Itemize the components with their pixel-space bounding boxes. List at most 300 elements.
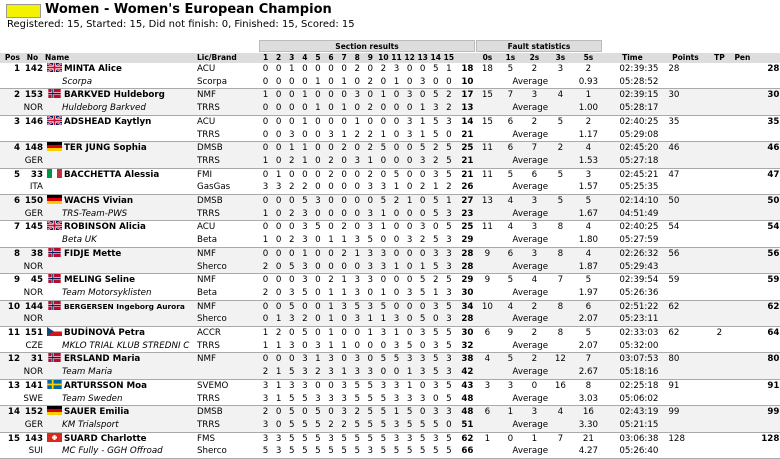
section-score: 0	[315, 275, 321, 286]
section-score: 5	[259, 445, 272, 458]
final-result: 47	[767, 169, 780, 180]
section-score: 5	[377, 419, 390, 432]
ride-time: 02:45:21	[619, 169, 659, 180]
section-score: 3	[416, 393, 429, 406]
section-score: 0	[338, 353, 351, 366]
fault-1s: 6	[498, 247, 522, 260]
fault-5s: 1	[574, 89, 602, 102]
section-score: 5	[285, 393, 298, 406]
section-score: 1	[403, 366, 416, 379]
rider-pos: 2	[0, 89, 20, 102]
col-name: Name	[45, 53, 197, 63]
section-score: 1	[377, 313, 390, 326]
section-score: 5	[390, 353, 403, 366]
rider-row	[0, 353, 780, 366]
rider-name: ROBINSON Alicia	[64, 222, 146, 233]
section-score: 3	[364, 181, 377, 194]
section-score: 0	[328, 116, 334, 127]
section-score: 0	[354, 222, 360, 233]
section-score: 5	[433, 116, 439, 127]
fault-2s: 6	[531, 169, 538, 180]
rider-pos: 11	[7, 328, 20, 339]
section-score: 2	[433, 275, 439, 286]
points: 50	[662, 195, 708, 208]
section-score: 0	[390, 142, 403, 155]
total-time: 05:26:40	[602, 445, 662, 458]
rider-brand: TRRS	[197, 129, 259, 142]
section-score: 3	[393, 64, 400, 74]
section-score: 0	[259, 353, 272, 366]
section-score: 1	[416, 129, 429, 142]
rider-licence: ACU	[197, 222, 216, 233]
rider-team	[45, 313, 197, 326]
section-score: 3	[351, 353, 364, 366]
section-score: 3	[416, 76, 429, 89]
average-label: Average	[498, 445, 574, 458]
fault-2s: 4	[531, 275, 538, 286]
section-score: 3	[390, 313, 403, 326]
rider-brand: Beta	[197, 287, 259, 300]
section-score: 3	[351, 89, 364, 102]
section-score: 0	[259, 247, 272, 260]
penalty	[730, 353, 754, 366]
section-score: 0	[324, 195, 337, 208]
section-score: 5	[377, 445, 390, 458]
rider-team: Team Motorsyklisten	[45, 287, 197, 300]
section-score: 3	[328, 433, 334, 444]
fault-5s: 4	[585, 222, 592, 233]
section-score: 3	[442, 261, 455, 274]
average-label: Average	[498, 76, 574, 89]
section-score: 3	[429, 300, 442, 313]
total-time: 05:29:08	[602, 129, 662, 142]
section-score: 0	[377, 102, 390, 115]
average-value: 1.80	[574, 234, 602, 247]
section-score: 5	[367, 433, 374, 444]
section-score: 3	[298, 208, 311, 221]
section-score: 5	[351, 393, 364, 406]
penalty	[730, 379, 754, 392]
lap2-total: 30	[455, 287, 476, 300]
section-score: 5	[351, 445, 364, 458]
rider-name-cell	[45, 327, 197, 340]
section-score: 0	[390, 247, 403, 260]
lap1-total: 14	[461, 116, 474, 127]
section-score: 3	[302, 222, 308, 233]
lap1-total: 48	[455, 406, 476, 419]
lap2-total: 42	[455, 366, 476, 379]
section-score: 0	[285, 353, 298, 366]
section-score: 3	[275, 433, 282, 444]
rider-pos: 13	[7, 380, 20, 391]
section-score: 5	[354, 380, 360, 391]
rider-name-cell	[45, 300, 197, 313]
lap1-total: 29	[461, 275, 474, 286]
section-score: 1	[416, 102, 429, 115]
section-score: 2	[364, 142, 377, 155]
section-score: 0	[416, 340, 429, 353]
section-score: 0	[338, 261, 351, 274]
ride-time: 02:40:25	[619, 116, 659, 127]
points: 28	[668, 64, 680, 74]
final-result: 128	[761, 433, 780, 444]
fault-3s: 8	[546, 247, 574, 260]
section-score: 0	[403, 208, 416, 221]
section-score: 5	[311, 406, 324, 419]
rider-name-cell	[45, 247, 197, 260]
section-score: 0	[328, 380, 334, 391]
section-score: 5	[367, 380, 374, 391]
section-score: 5	[377, 353, 390, 366]
points: 128	[668, 433, 685, 444]
col-lap-1: 1	[259, 53, 272, 63]
fault-2s: 3	[522, 195, 546, 208]
rider-row	[0, 63, 780, 76]
rider-name: TER JUNG Sophia	[64, 143, 147, 154]
section-score: 3	[393, 433, 400, 444]
rider-brand: Beta	[197, 234, 259, 247]
fault-5s: 3	[585, 169, 592, 180]
section-score: 3	[419, 222, 426, 233]
section-score: 5	[429, 353, 442, 366]
average-label: Average	[498, 129, 574, 142]
rider-pos: 12	[0, 353, 20, 366]
section-score: 1	[446, 64, 452, 74]
section-score: 0	[272, 129, 285, 142]
section-score: 3	[406, 433, 413, 444]
section-score: 0	[442, 129, 455, 142]
section-score: 5	[354, 433, 360, 444]
section-score: 0	[390, 234, 403, 247]
col-lap-10: 10	[378, 53, 389, 62]
gbr-flag-icon	[47, 222, 64, 232]
col-lap-14: 14	[430, 53, 441, 62]
section-score: 5	[416, 313, 429, 326]
section-score: 0	[403, 247, 416, 260]
section-score: 0	[315, 169, 321, 180]
section-score: 5	[298, 419, 311, 432]
points: 35	[668, 116, 680, 127]
fault-2s: 2	[522, 300, 546, 313]
section-score: 2	[328, 169, 334, 180]
points: 62	[668, 328, 680, 339]
section-score: 0	[377, 155, 390, 168]
section-score: 5	[433, 64, 439, 74]
points: 91	[668, 380, 680, 391]
section-score: 0	[416, 406, 429, 419]
time-penalty: 2	[716, 328, 723, 339]
average-label: Average	[498, 208, 574, 221]
rider-brand	[197, 366, 259, 379]
section-score: 0	[324, 181, 337, 194]
section-score: 1	[403, 195, 416, 208]
average-label: Average	[498, 366, 574, 379]
time-penalty	[708, 63, 730, 76]
section-score: 3	[338, 300, 351, 313]
fault-3s: 7	[557, 433, 564, 444]
rider-number: 146	[24, 116, 43, 127]
fault-3s: 16	[554, 380, 566, 391]
rider-name-cell	[45, 406, 197, 419]
section-score: 0	[351, 181, 364, 194]
lap2-total: 10	[455, 76, 476, 89]
col-lap-13: 13	[417, 53, 428, 62]
section-score: 0	[272, 142, 285, 155]
section-score: 3	[351, 287, 364, 300]
rider-country: NOR	[20, 287, 45, 300]
section-score: 0	[390, 155, 403, 168]
rider-licence: NMF	[197, 247, 259, 260]
col-lap-11: 11	[391, 53, 402, 62]
section-score: 0	[364, 89, 377, 102]
rider-row	[0, 379, 780, 392]
section-score: 3	[288, 380, 295, 391]
section-score: 0	[328, 222, 334, 233]
fault-1s: 0	[507, 433, 514, 444]
section-score: 2	[338, 419, 351, 432]
section-score: 3	[403, 234, 416, 247]
col-lap-5: 5	[311, 53, 324, 63]
gbr-flag-icon	[47, 117, 64, 127]
rider-country: NOR	[20, 366, 45, 379]
section-score: 3	[429, 247, 442, 260]
section-score: 3	[259, 181, 272, 194]
average-label: Average	[498, 313, 574, 326]
section-score: 3	[354, 275, 360, 286]
section-score: 0	[403, 261, 416, 274]
section-score: 3	[367, 275, 374, 286]
penalty	[730, 142, 754, 155]
section-score: 0	[275, 64, 282, 74]
section-score: 5	[338, 445, 351, 458]
average-label: Average	[498, 261, 574, 274]
section-score: 5	[429, 195, 442, 208]
time-penalty	[708, 142, 730, 155]
rider-number: 31	[20, 353, 45, 366]
lap1-total: 25	[455, 142, 476, 155]
section-score: 0	[406, 222, 413, 233]
final-result: 46	[754, 142, 780, 155]
rider-country: SUI	[20, 445, 45, 458]
col-lap-4: 4	[298, 53, 311, 63]
fault-1s: 3	[507, 380, 514, 391]
section-score: 2	[285, 155, 298, 168]
section-score: 1	[338, 129, 351, 142]
average-label: Average	[498, 393, 574, 406]
rider-number: 150	[20, 195, 45, 208]
rider-name: BARKVED Huldeborg	[64, 90, 165, 101]
section-score: 0	[324, 261, 337, 274]
section-score: 5	[442, 340, 455, 353]
rider-brand: Sherco	[197, 445, 259, 458]
gbr-flag-icon	[47, 64, 64, 74]
section-score: 1	[354, 116, 360, 127]
section-score: 5	[442, 142, 455, 155]
section-score: 0	[275, 116, 282, 127]
section-score: 0	[390, 208, 403, 221]
section-score: 0	[442, 419, 455, 432]
fault-2s: 2	[531, 64, 538, 74]
col-total	[455, 53, 476, 63]
section-score: 0	[377, 234, 390, 247]
penalty	[730, 327, 754, 340]
rider-number: 143	[24, 433, 43, 444]
section-score: 2	[380, 64, 387, 74]
rider-country: NOR	[20, 102, 45, 115]
rider-number: 148	[20, 142, 45, 155]
rider-name-cell	[45, 353, 197, 366]
section-score: 0	[354, 328, 360, 339]
rider-licence: DMSB	[197, 142, 259, 155]
section-score: 0	[315, 116, 321, 127]
section-score: 0	[324, 142, 337, 155]
rider-country	[20, 129, 45, 142]
rider-detail-row	[0, 155, 780, 168]
section-score: 0	[324, 102, 337, 115]
section-score: 3	[406, 116, 413, 127]
nor-flag-icon	[47, 302, 64, 312]
penalty	[730, 195, 754, 208]
rider-country: GER	[20, 208, 45, 221]
rider-detail-row	[0, 340, 780, 353]
fault-1s: 4	[507, 222, 514, 233]
section-score: 0	[393, 275, 400, 286]
col-lap-12: 12	[404, 53, 415, 62]
section-score: 1	[324, 234, 337, 247]
final-result: 59	[767, 275, 780, 286]
average-value: 3.03	[574, 393, 602, 406]
average-label: Average	[498, 419, 574, 432]
section-score: 0	[429, 393, 442, 406]
time-penalty	[708, 432, 730, 445]
rider-detail-row	[0, 102, 780, 115]
section-score: 5	[446, 380, 452, 391]
fault-1s: 9	[507, 328, 514, 339]
section-score: 0	[406, 275, 413, 286]
time-penalty	[708, 274, 730, 287]
section-score: 0	[390, 129, 403, 142]
average-label: Average	[498, 181, 574, 194]
section-score: 3	[259, 393, 272, 406]
section-score: 0	[338, 195, 351, 208]
section-score: 3	[364, 261, 377, 274]
section-score: 5	[298, 393, 311, 406]
section-score: 3	[403, 129, 416, 142]
section-score: 2	[364, 129, 377, 142]
col-tp: TP	[708, 53, 730, 63]
rider-detail-row	[0, 261, 780, 274]
rider-name: ADSHEAD Kaytlyn	[64, 116, 152, 127]
section-score: 1	[259, 208, 272, 221]
lap2-total: 29	[455, 234, 476, 247]
total-time: 05:26:36	[602, 287, 662, 300]
rider-country	[20, 76, 45, 89]
section-score: 3	[285, 129, 298, 142]
rider-number: 153	[20, 89, 45, 102]
section-score: 0	[272, 234, 285, 247]
section-score: 3	[364, 366, 377, 379]
rider-brand: TRRS	[197, 208, 259, 221]
nor-flag-icon	[47, 275, 64, 285]
rider-brand: TRRS	[197, 102, 259, 115]
time-penalty	[708, 406, 730, 419]
fault-5s: 7	[574, 353, 602, 366]
section-score: 0	[442, 76, 455, 89]
section-score: 0	[311, 300, 324, 313]
section-score: 3	[302, 275, 308, 286]
time-penalty	[708, 379, 730, 392]
col-5s: 5s	[574, 53, 602, 63]
rider-pos: 8	[0, 247, 20, 260]
penalty	[730, 274, 754, 287]
col-pen: Pen	[730, 53, 754, 63]
points: 59	[668, 275, 680, 286]
section-score: 5	[288, 433, 295, 444]
section-score: 0	[429, 76, 442, 89]
section-score: 3	[442, 406, 455, 419]
ger-flag-icon	[47, 407, 64, 417]
rider-team	[45, 261, 197, 274]
section-score: 5	[364, 419, 377, 432]
final-result: 62	[754, 300, 780, 313]
rider-row	[0, 89, 780, 102]
average-value: 1.53	[574, 155, 602, 168]
section-score: 3	[442, 208, 455, 221]
time-penalty	[708, 195, 730, 208]
section-score: 3	[416, 366, 429, 379]
fault-1s: 4	[498, 300, 522, 313]
section-score: 3	[338, 406, 351, 419]
section-score: 0	[272, 195, 285, 208]
fault-3s: 5	[557, 169, 564, 180]
section-score: 1	[285, 142, 298, 155]
points: 80	[662, 353, 708, 366]
rider-name: MINTA Alice	[64, 64, 122, 74]
section-score: 0	[324, 406, 337, 419]
rider-country: NOR	[20, 313, 45, 326]
section-score: 1	[324, 340, 337, 353]
fault-0s: 6	[476, 406, 498, 419]
section-score: 1	[324, 287, 337, 300]
section-score: 3	[419, 328, 426, 339]
section-score: 0	[285, 247, 298, 260]
total-time: 04:51:49	[602, 208, 662, 221]
ride-time: 02:39:54	[619, 275, 659, 286]
section-score: 3	[364, 300, 377, 313]
section-score: 0	[351, 208, 364, 221]
section-score: 0	[298, 300, 311, 313]
section-score: 0	[262, 222, 269, 233]
fault-5s: 4	[574, 247, 602, 260]
rider-licence: FMS	[197, 433, 216, 444]
fault-5s: 8	[585, 380, 592, 391]
fault-5s: 21	[582, 433, 594, 444]
page-header	[0, 0, 780, 32]
rider-name-cell	[45, 168, 197, 181]
rider-detail-row	[0, 419, 780, 432]
lap1-total: 25	[461, 222, 474, 233]
section-score: 0	[272, 155, 285, 168]
fault-1s: 5	[507, 275, 514, 286]
ger-flag-icon	[47, 196, 64, 206]
lap1-total: 38	[455, 353, 476, 366]
fault-0s: 9	[476, 247, 498, 260]
fault-2s: 0	[531, 380, 538, 391]
section-score: 1	[302, 116, 308, 127]
fault-5s: 6	[574, 300, 602, 313]
fault-0s: 4	[476, 353, 498, 366]
section-score: 0	[315, 328, 321, 339]
